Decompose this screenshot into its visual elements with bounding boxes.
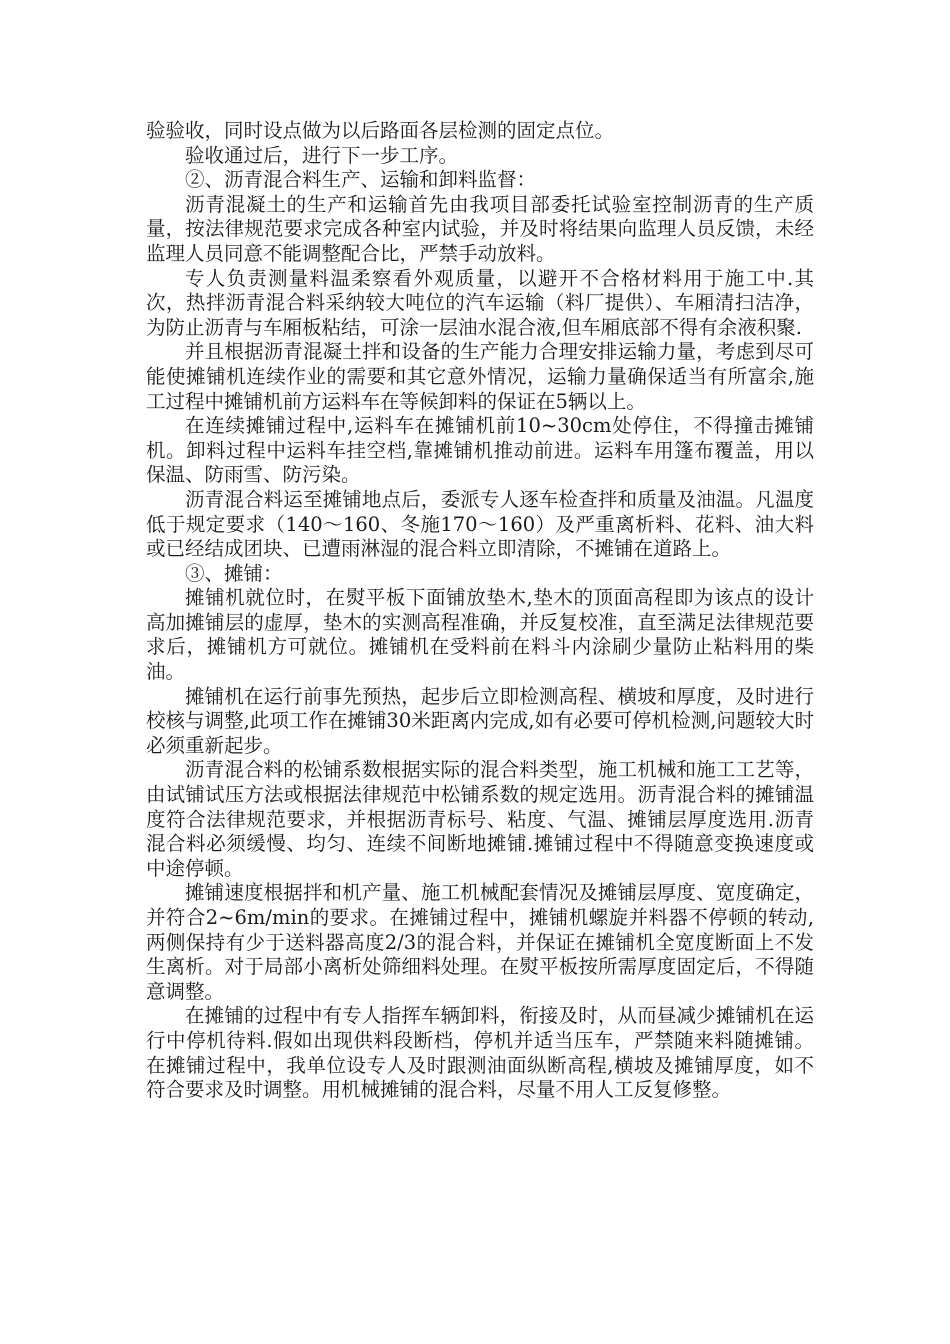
paragraph: 摊铺机就位时，在熨平板下面铺放垫木,垫木的顶面高程即为该点的设计高加摊铺层的虚厚，垫木的实测高程准确，并反复校准，直至满足法律规范要求后，摊铺机方可就位。摊铺机在受料前在料斗内涂刷少量防止粘料用的柴油。 — [146, 586, 814, 684]
paragraph: 摊铺机在运行前事先预热，起步后立即检测高程、横坡和厚度，及时进行校核与调整,此项工作在摊铺30米距离内完成,如有必要可停机检测,问题较大时必须重新起步。 — [146, 684, 814, 757]
paragraph: 在连续摊铺过程中,运料车在摊铺机前10~30cm处停住，不得撞击摊铺机。卸料过程中运料车挂空档,靠摊铺机推动前进。运料车用篷布覆盖，用以保温、防雨雪、防污染。 — [146, 414, 814, 487]
paragraph-continued: 验验收，同时设点做为以后路面各层检测的固定点位。 — [146, 119, 615, 142]
document-body — [146, 119, 814, 1103]
paragraph: 沥青混合料的松铺系数根据实际的混合料类型，施工机械和施工工艺等，由试铺试压方法或根据法律规范中松铺系数的规定选用。沥青混合料的摊铺温度符合法律规范要求，并根据沥青标号、粘度、气温、摊铺层厚度选用.沥青混合料必须缓慢、均匀、连续不间断地摊铺.摊铺过程中不得随意变换速度或中途停顿。 — [146, 758, 814, 880]
paragraph: 并且根据沥青混凝土拌和设备的生产能力合理安排运输力量，考虑到尽可能使摊铺机连续作业的需要和其它意外情况，运输力量确保适当有所富余,施工过程中摊铺机前方运料车在等候卸料的保证在5辆以上。 — [146, 340, 814, 413]
paragraph: 摊铺速度根据拌和机产量、施工机械配套情况及摊铺层厚度、宽度确定，并符合2~6m/min的要求。在摊铺过程中，摊铺机螺旋并料器不停顿的转动,两侧保持有少于送料器高度2/3的混合料，并保证在摊铺机全宽度断面上不发生离析。对于局部小离析处筛细料处理。在熨平板按所需厚度固定后，不得随意调整。 — [146, 881, 814, 1003]
paragraph: 在摊铺的过程中有专人指挥车辆卸料，衔接及时，从而昼减少摊铺机在运行中停机待料.假如出现供料段断档，停机并适当压车，严禁随来料随摊铺。在摊铺过程中，我单位设专人及时跟测油面纵断高程,横坡及摊铺厚度，如不符合要求及时调整。用机械摊铺的混合料，尽量不用人工反复修整。 — [146, 1004, 814, 1102]
section-heading: ③、摊铺： — [185, 561, 283, 585]
section-heading: ②、沥青混合料生产、运输和卸料监督： — [185, 168, 537, 192]
paragraph: 专人负责测量料温柔察看外观质量，以避开不合格材料用于施工中.其次，热拌沥青混合料采纳较大吨位的汽车运输（料厂提供）、车厢清扫洁净，为防止沥青与车厢板粘结，可涂一层油水混合液,但车厢底部不得有余液积聚. — [146, 266, 814, 339]
paragraph: 沥青混合料运至摊铺地点后，委派专人逐车检查拌和质量及油温。凡温度低于规定要求（140～160、冬施170～160）及严重离析料、花料、油大料或已经结成团块、已遭雨淋湿的混合料立即清除，不摊铺在道路上。 — [146, 487, 814, 561]
paragraph: 沥青混凝土的生产和运输首先由我项目部委托试验室控制沥青的生产质量，按法律规范要求完成各种室内试验，并及时将结果向监理人员反馈，未经监理人员同意不能调整配合比，严禁手动放料。 — [146, 192, 814, 265]
paragraph: 验收通过后，进行下一步工序。 — [185, 143, 459, 167]
